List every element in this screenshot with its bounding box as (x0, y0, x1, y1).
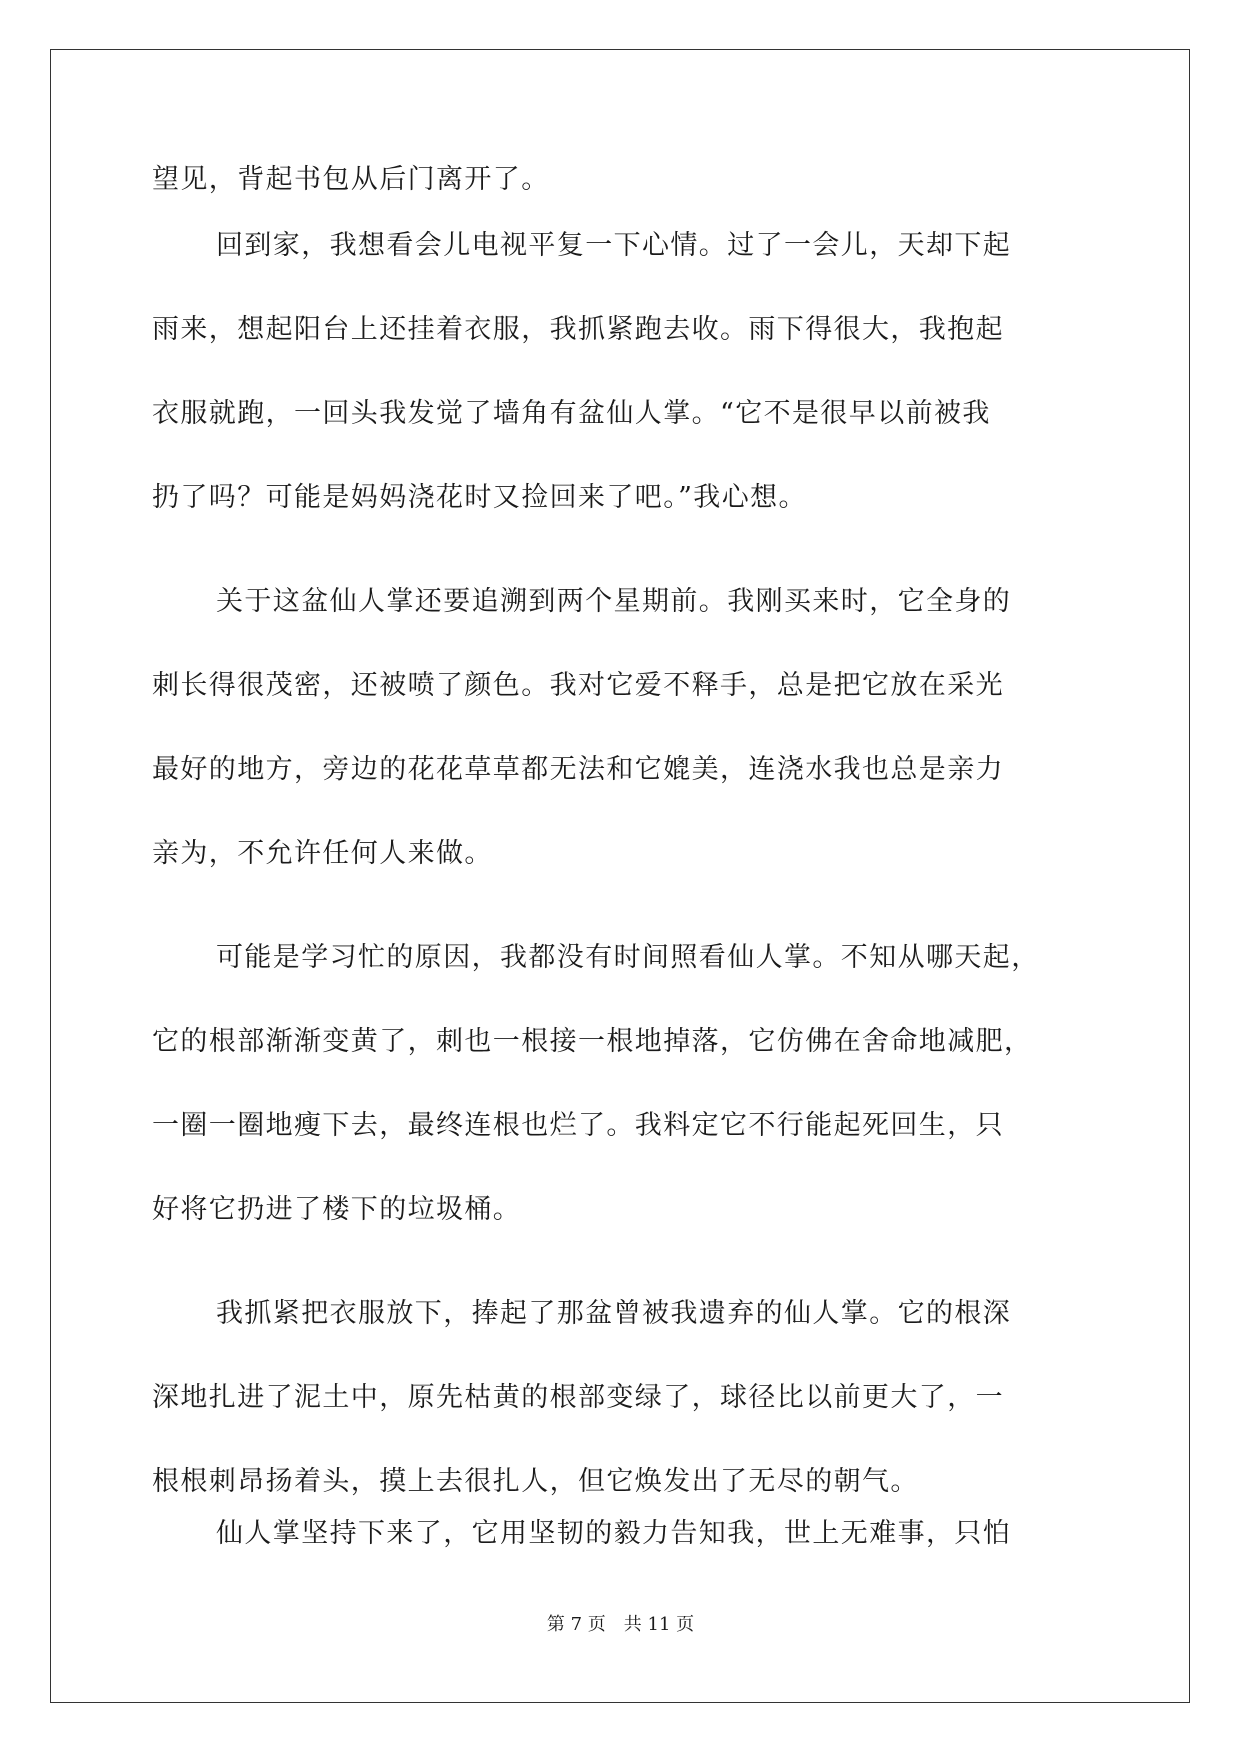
total-pages: 共 11 页 (623, 1614, 695, 1635)
text-line: 可能是学习忙的原因，我都没有时间照看仙人掌。不知从哪天起， (216, 942, 1040, 973)
page-border (50, 49, 1190, 1703)
page-number: 第 7 页 (546, 1614, 606, 1635)
text-line: 亲为，不允许任何人来做。 (152, 838, 493, 869)
text-line: 我抓紧把衣服放下，捧起了那盆曾被我遗弃的仙人掌。它的根深 (216, 1298, 1012, 1329)
text-line: 扔了吗？可能是妈妈浇花时又捡回来了吧。”我心想。 (152, 482, 807, 513)
text-line: 好将它扔进了楼下的垃圾桶。 (152, 1194, 522, 1225)
text-line: 根根刺昂扬着头，摸上去很扎人，但它焕发出了无尽的朝气。 (152, 1466, 919, 1497)
text-line: 一圈一圈地瘦下去，最终连根也烂了。我料定它不行能起死回生，只 (152, 1110, 1004, 1141)
text-line: 望见，背起书包从后门离开了。 (152, 164, 550, 195)
text-line: 衣服就跑，一回头我发觉了墙角有盆仙人掌。“它不是很早以前被我 (152, 398, 991, 429)
text-line: 最好的地方，旁边的花花草草都无法和它媲美，连浇水我也总是亲力 (152, 754, 1004, 785)
text-line: 仙人掌坚持下来了，它用坚韧的毅力告知我，世上无难事，只怕 (216, 1518, 1012, 1549)
text-line: 关于这盆仙人掌还要追溯到两个星期前。我刚买来时，它全身的 (216, 586, 1012, 617)
text-line: 回到家，我想看会儿电视平复一下心情。过了一会儿，天却下起 (216, 230, 1012, 261)
text-line: 雨来，想起阳台上还挂着衣服，我抓紧跑去收。雨下得很大，我抱起 (152, 314, 1004, 345)
page-footer (0, 1610, 1241, 1636)
text-line: 深地扎进了泥土中，原先枯黄的根部变绿了，球径比以前更大了，一 (152, 1382, 1004, 1413)
text-line: 它的根部渐渐变黄了，刺也一根接一根地掉落，它仿佛在舍命地减肥， (152, 1026, 1033, 1057)
text-line: 刺长得很茂密，还被喷了颜色。我对它爱不释手，总是把它放在采光 (152, 670, 1004, 701)
